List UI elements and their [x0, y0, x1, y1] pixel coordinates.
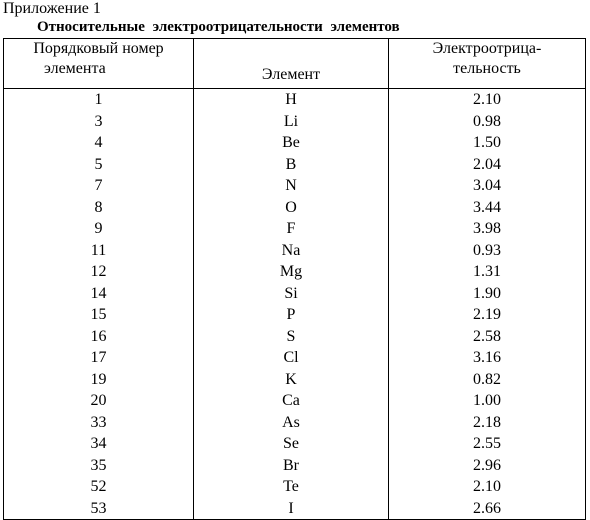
- cell-element: H: [194, 89, 389, 111]
- table-row: [4, 498, 586, 520]
- cell-atomic-number: 15: [4, 304, 194, 326]
- table-row: [4, 261, 586, 283]
- cell-element: Ca: [194, 390, 389, 412]
- table-row: [4, 175, 586, 197]
- cell-atomic-number: 20: [4, 390, 194, 412]
- cell-atomic-number: 5: [4, 154, 194, 176]
- cell-electronegativity: 2.10: [389, 89, 586, 111]
- cell-atomic-number: 52: [4, 476, 194, 498]
- header-element: Элемент: [194, 39, 389, 89]
- header-electronegativity-line1: Электроотрица-: [432, 40, 542, 57]
- cell-atomic-number: 14: [4, 283, 194, 305]
- table-row: [4, 433, 586, 455]
- cell-element: Br: [194, 455, 389, 477]
- cell-electronegativity: 0.98: [389, 111, 586, 133]
- table-row: [4, 89, 586, 111]
- cell-atomic-number: 12: [4, 261, 194, 283]
- cell-atomic-number: 3: [4, 111, 194, 133]
- cell-electronegativity: 3.04: [389, 175, 586, 197]
- cell-electronegativity: 1.31: [389, 261, 586, 283]
- table-row: [4, 111, 586, 133]
- table-header-row: [4, 39, 586, 89]
- cell-atomic-number: 19: [4, 369, 194, 391]
- cell-atomic-number: 1: [4, 89, 194, 111]
- cell-electronegativity: 2.58: [389, 326, 586, 348]
- table-title: Относительные электроотрицательности элементов: [37, 19, 400, 35]
- cell-electronegativity: 3.16: [389, 347, 586, 369]
- table-row: [4, 218, 586, 240]
- cell-element: I: [194, 498, 389, 520]
- cell-atomic-number: 17: [4, 347, 194, 369]
- table-row: [4, 390, 586, 412]
- cell-atomic-number: 11: [4, 240, 194, 262]
- header-atomic-number-line1: Порядковый номер: [33, 40, 164, 57]
- table-row: [4, 369, 586, 391]
- cell-element: F: [194, 218, 389, 240]
- cell-atomic-number: 16: [4, 326, 194, 348]
- header-atomic-number-line2: элемента: [44, 60, 106, 77]
- table-row: [4, 132, 586, 154]
- appendix-label: Приложение 1: [3, 0, 101, 17]
- cell-electronegativity: 2.19: [389, 304, 586, 326]
- header-electronegativity-line2: тельность: [453, 60, 521, 77]
- cell-electronegativity: 2.55: [389, 433, 586, 455]
- header-electronegativity: [389, 39, 586, 89]
- cell-element: As: [194, 412, 389, 434]
- cell-atomic-number: 8: [4, 197, 194, 219]
- electronegativity-table: [3, 38, 586, 520]
- cell-element: Be: [194, 132, 389, 154]
- cell-element: Te: [194, 476, 389, 498]
- cell-electronegativity: 1.50: [389, 132, 586, 154]
- cell-atomic-number: 35: [4, 455, 194, 477]
- cell-atomic-number: 33: [4, 412, 194, 434]
- cell-atomic-number: 34: [4, 433, 194, 455]
- cell-element: Cl: [194, 347, 389, 369]
- table-row: [4, 476, 586, 498]
- cell-electronegativity: 2.66: [389, 498, 586, 520]
- cell-atomic-number: 9: [4, 218, 194, 240]
- cell-element: Mg: [194, 261, 389, 283]
- cell-electronegativity: 2.10: [389, 476, 586, 498]
- header-atomic-number: [4, 39, 194, 89]
- cell-electronegativity: 2.96: [389, 455, 586, 477]
- cell-element: K: [194, 369, 389, 391]
- cell-element: Si: [194, 283, 389, 305]
- cell-electronegativity: 2.18: [389, 412, 586, 434]
- cell-element: O: [194, 197, 389, 219]
- table-row: [4, 347, 586, 369]
- cell-electronegativity: 3.44: [389, 197, 586, 219]
- table-row: [4, 154, 586, 176]
- cell-element: S: [194, 326, 389, 348]
- cell-element: B: [194, 154, 389, 176]
- cell-electronegativity: 1.00: [389, 390, 586, 412]
- table-row: [4, 283, 586, 305]
- cell-atomic-number: 4: [4, 132, 194, 154]
- table-row: [4, 455, 586, 477]
- cell-electronegativity: 3.98: [389, 218, 586, 240]
- cell-element: Se: [194, 433, 389, 455]
- cell-electronegativity: 0.93: [389, 240, 586, 262]
- table-row: [4, 240, 586, 262]
- table-row: [4, 304, 586, 326]
- table-row: [4, 326, 586, 348]
- table-row: [4, 197, 586, 219]
- cell-element: P: [194, 304, 389, 326]
- cell-element: Li: [194, 111, 389, 133]
- cell-electronegativity: 0.82: [389, 369, 586, 391]
- cell-element: N: [194, 175, 389, 197]
- table-row: [4, 412, 586, 434]
- cell-electronegativity: 2.04: [389, 154, 586, 176]
- cell-electronegativity: 1.90: [389, 283, 586, 305]
- cell-atomic-number: 7: [4, 175, 194, 197]
- cell-atomic-number: 53: [4, 498, 194, 520]
- cell-element: Na: [194, 240, 389, 262]
